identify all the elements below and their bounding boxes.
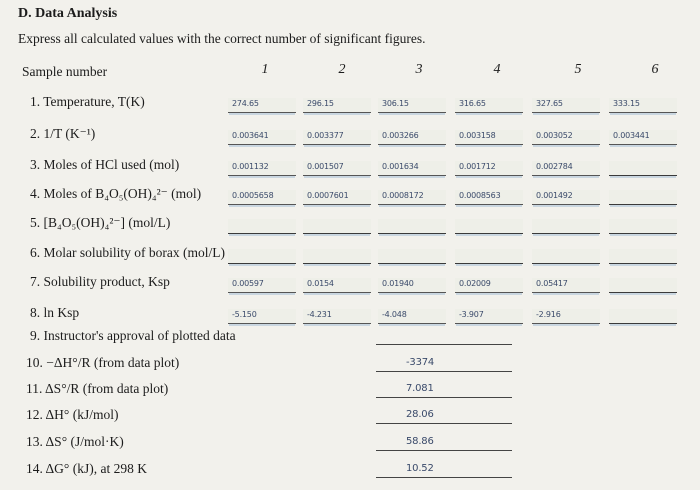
handwritten-value: 296.15 bbox=[307, 99, 334, 108]
sample-number-6: 6 bbox=[651, 62, 659, 77]
answer-cell-r4-c2[interactable] bbox=[303, 190, 371, 205]
answer-cell-r3-c2[interactable] bbox=[303, 161, 371, 176]
handwritten-value: 0.01940 bbox=[382, 279, 414, 288]
answer-cell-r2-c5[interactable] bbox=[532, 130, 600, 145]
handwritten-value: 0.00597 bbox=[232, 279, 264, 288]
answer-cell-r3-c5[interactable] bbox=[532, 161, 600, 176]
row-label-2: 2. 1/T (K⁻¹) bbox=[30, 126, 96, 141]
answer-cell-r4-c3[interactable] bbox=[378, 190, 446, 205]
answer-cell-r1-c2[interactable] bbox=[303, 98, 371, 113]
answer-cell-r4-c1[interactable] bbox=[228, 190, 296, 205]
answer-cell-r5-c2[interactable] bbox=[303, 219, 371, 234]
answer-cell-r6-c6[interactable] bbox=[609, 249, 677, 264]
answer-cell-r1-c4[interactable] bbox=[455, 98, 523, 113]
sample-number-5: 5 bbox=[574, 62, 582, 77]
row-label-3: 3. Moles of HCl used (mol) bbox=[30, 157, 180, 172]
handwritten-value: 0.001712 bbox=[459, 162, 496, 171]
handwritten-value: 0.003052 bbox=[536, 131, 573, 140]
summary-answer-line-13[interactable] bbox=[376, 450, 512, 451]
row-label-5: 5. [B₄O₅(OH)₄²⁻] (mol/L) bbox=[30, 215, 171, 230]
answer-cell-r8-c2[interactable] bbox=[303, 309, 371, 324]
handwritten-value: 316.65 bbox=[459, 99, 486, 108]
summary-answer-line-10[interactable] bbox=[376, 371, 512, 372]
answer-cell-r3-c6[interactable] bbox=[609, 161, 677, 176]
summary-label-9: 9. Instructor's approval of plotted data bbox=[30, 328, 236, 343]
answer-cell-r6-c4[interactable] bbox=[455, 249, 523, 264]
summary-value-11: 7.081 bbox=[406, 383, 434, 394]
answer-cell-r7-c5[interactable] bbox=[532, 278, 600, 293]
handwritten-value: 0.0008172 bbox=[382, 191, 424, 200]
summary-label-13: 13. ΔS° (J/mol·K) bbox=[26, 434, 124, 449]
handwritten-value: 0.003441 bbox=[613, 131, 650, 140]
handwritten-value: 0.002784 bbox=[536, 162, 573, 171]
answer-cell-r4-c4[interactable] bbox=[455, 190, 523, 205]
summary-value-12: 28.06 bbox=[406, 409, 434, 420]
handwritten-value: -3.907 bbox=[459, 310, 484, 319]
sample-number-3: 3 bbox=[415, 62, 423, 77]
handwritten-value: 274.65 bbox=[232, 99, 259, 108]
answer-cell-r7-c4[interactable] bbox=[455, 278, 523, 293]
answer-cell-r5-c1[interactable] bbox=[228, 219, 296, 234]
summary-label-11: 11. ΔS°/R (from data plot) bbox=[26, 381, 169, 396]
answer-cell-r5-c5[interactable] bbox=[532, 219, 600, 234]
sample-number-header: Sample number bbox=[22, 64, 108, 79]
sample-number-1: 1 bbox=[261, 62, 269, 77]
answer-cell-r3-c1[interactable] bbox=[228, 161, 296, 176]
summary-label-14: 14. ΔG° (kJ), at 298 K bbox=[26, 461, 147, 476]
answer-cell-r2-c1[interactable] bbox=[228, 130, 296, 145]
answer-cell-r1-c1[interactable] bbox=[228, 98, 296, 113]
handwritten-value: 0.001634 bbox=[382, 162, 419, 171]
handwritten-value: 0.0008563 bbox=[459, 191, 501, 200]
row-label-8: 8. ln Ksp bbox=[30, 305, 80, 320]
answer-cell-r2-c3[interactable] bbox=[378, 130, 446, 145]
answer-cell-r7-c2[interactable] bbox=[303, 278, 371, 293]
answer-cell-r4-c5[interactable] bbox=[532, 190, 600, 205]
handwritten-value: -4.231 bbox=[307, 310, 332, 319]
summary-answer-line-12[interactable] bbox=[376, 423, 512, 424]
instructions: Express all calculated values with the correct number of significant figures. bbox=[18, 31, 426, 46]
row-label-7: 7. Solubility product, Ksp bbox=[30, 274, 170, 289]
answer-cell-r7-c6[interactable] bbox=[609, 278, 677, 293]
section-heading: D. Data Analysis bbox=[18, 6, 118, 21]
handwritten-value: 306.15 bbox=[382, 99, 409, 108]
answer-cell-r5-c4[interactable] bbox=[455, 219, 523, 234]
answer-cell-r2-c4[interactable] bbox=[455, 130, 523, 145]
summary-label-10: 10. −ΔH°/R (from data plot) bbox=[26, 355, 180, 370]
summary-answer-line-14[interactable] bbox=[376, 477, 512, 478]
answer-cell-r1-c3[interactable] bbox=[378, 98, 446, 113]
answer-cell-r7-c1[interactable] bbox=[228, 278, 296, 293]
answer-cell-r5-c3[interactable] bbox=[378, 219, 446, 234]
handwritten-value: 0.001492 bbox=[536, 191, 573, 200]
handwritten-value: 0.05417 bbox=[536, 279, 568, 288]
answer-cell-r8-c4[interactable] bbox=[455, 309, 523, 324]
summary-answer-line-11[interactable] bbox=[376, 397, 512, 398]
answer-cell-r4-c6[interactable] bbox=[609, 190, 677, 205]
handwritten-value: -5.150 bbox=[232, 310, 257, 319]
handwritten-value: 333.15 bbox=[613, 99, 640, 108]
summary-value-10: -3374 bbox=[406, 357, 435, 368]
handwritten-value: 0.003266 bbox=[382, 131, 419, 140]
handwritten-value: 0.003641 bbox=[232, 131, 269, 140]
row-label-4: 4. Moles of B₄O₅(OH)₄²⁻ (mol) bbox=[30, 186, 202, 201]
answer-cell-r1-c6[interactable] bbox=[609, 98, 677, 113]
answer-cell-r1-c5[interactable] bbox=[532, 98, 600, 113]
handwritten-value: 0.003377 bbox=[307, 131, 344, 140]
answer-cell-r6-c1[interactable] bbox=[228, 249, 296, 264]
handwritten-value: 0.0005658 bbox=[232, 191, 274, 200]
handwritten-value: -2.916 bbox=[536, 310, 561, 319]
answer-cell-r8-c6[interactable] bbox=[609, 309, 677, 324]
answer-cell-r3-c4[interactable] bbox=[455, 161, 523, 176]
summary-answer-line-9[interactable] bbox=[376, 344, 512, 345]
row-label-6: 6. Molar solubility of borax (mol/L) bbox=[30, 245, 225, 260]
handwritten-value: 327.65 bbox=[536, 99, 563, 108]
handwritten-value: 0.0154 bbox=[307, 279, 334, 288]
answer-cell-r2-c2[interactable] bbox=[303, 130, 371, 145]
handwritten-value: 0.001132 bbox=[232, 162, 269, 171]
answer-cell-r8-c3[interactable] bbox=[378, 309, 446, 324]
answer-cell-r6-c3[interactable] bbox=[378, 249, 446, 264]
answer-cell-r3-c3[interactable] bbox=[378, 161, 446, 176]
summary-value-14: 10.52 bbox=[406, 463, 434, 474]
answer-cell-r6-c2[interactable] bbox=[303, 249, 371, 264]
handwritten-value: 0.02009 bbox=[459, 279, 491, 288]
answer-cell-r2-c6[interactable] bbox=[609, 130, 677, 145]
answer-cell-r8-c5[interactable] bbox=[532, 309, 600, 324]
answer-cell-r6-c5[interactable] bbox=[532, 249, 600, 264]
handwritten-value: 0.001507 bbox=[307, 162, 344, 171]
sample-number-4: 4 bbox=[493, 62, 501, 77]
handwritten-value: 0.0007601 bbox=[307, 191, 349, 200]
answer-cell-r7-c3[interactable] bbox=[378, 278, 446, 293]
summary-label-12: 12. ΔH° (kJ/mol) bbox=[26, 407, 119, 422]
answer-cell-r8-c1[interactable] bbox=[228, 309, 296, 324]
row-label-1: 1. Temperature, T(K) bbox=[30, 94, 145, 109]
summary-value-13: 58.86 bbox=[406, 436, 434, 447]
handwritten-value: 0.003158 bbox=[459, 131, 496, 140]
answer-cell-r5-c6[interactable] bbox=[609, 219, 677, 234]
handwritten-value: -4.048 bbox=[382, 310, 407, 319]
sample-number-2: 2 bbox=[338, 62, 346, 77]
